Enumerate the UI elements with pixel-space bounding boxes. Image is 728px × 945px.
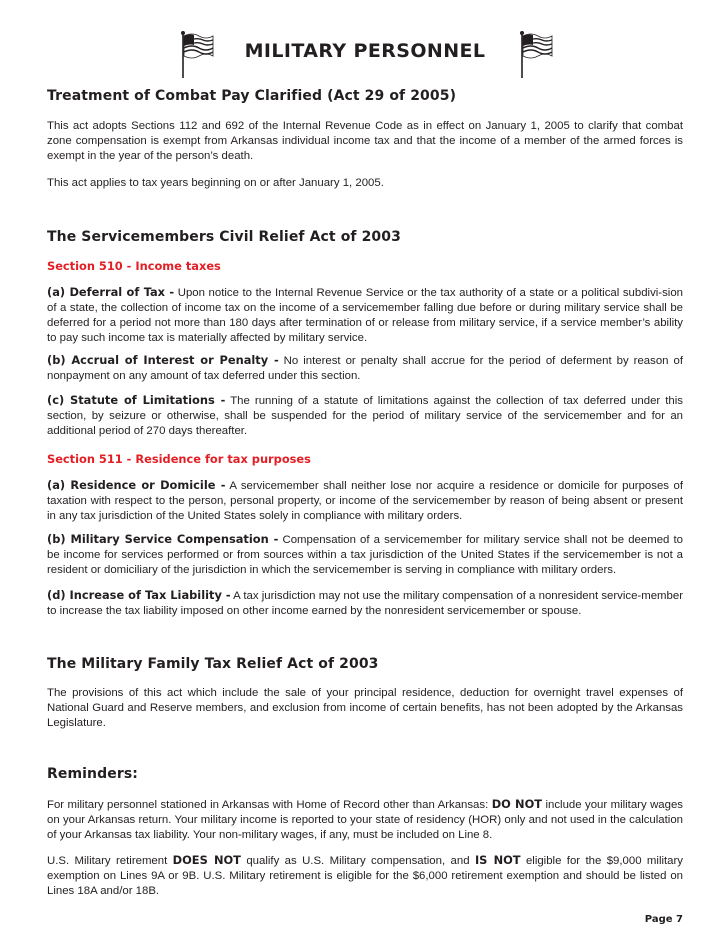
section-510-heading: Section 510 - Income taxes bbox=[47, 259, 221, 273]
combat-pay-paragraph: This act adopts Sections 112 and 692 of the Internal Revenue Code as in effect on January 1, 2005 to clarify that combat zone compensation is exempt from Arkansas individual income tax and that the income of a member of the armed forces is exempt in the year of the person’s death. bbox=[47, 120, 683, 162]
reminder-military-retirement: U.S. Military retirement DOES NOT qualify as U.S. Military compensation, and IS NOT eligible for the $9,000 military exemption on Lines 9A or 9B. U.S. Military retirement is eligible for the $6,000 retirement exemption and should be listed on Lines 18A and/or 18B. bbox=[47, 853, 683, 897]
statute-paragraph: (c) Statute of Limitations - The running of a statute of limitations against the collection of tax deferred under this section, by seizure or otherwise, shall be suspended for the period of military service of the servicemember and for an additional period of 270 days thereafter. bbox=[47, 393, 683, 437]
statute-lead: (c) Statute of Limitations - bbox=[47, 393, 226, 407]
accrual-lead: (b) Accrual of Interest or Penalty - bbox=[47, 353, 279, 367]
combat-pay-heading: Treatment of Combat Pay Clarified (Act 29 of 2005) bbox=[47, 88, 457, 104]
mftra-heading: The Military Family Tax Relief Act of 2003 bbox=[47, 656, 379, 672]
scra-heading: The Servicemembers Civil Relief Act of 2003 bbox=[47, 229, 401, 245]
reminder-military-wages: For military personnel stationed in Arkansas with Home of Record other than Arkansas: DO NOT include your military wages on your Arkansas return. Your military income is reported to your state of residency (HOR) only and not used in the calculation of your Arkansas tax liability. Your non-military wages, if any, must be included on Line 8. bbox=[47, 797, 684, 841]
tax-liability-lead: (d) Increase of Tax Liability - bbox=[47, 588, 231, 602]
document-page bbox=[47, 0, 684, 925]
residence-paragraph: (a) Residence or Domicile - A servicemember shall neither lose nor acquire a residence or domicile for purposes of taxation with respect to the person, personal property, or income of the servicemember by reason of being absent or present in any tax jurisdiction of the United States solely in compliance with military orders. bbox=[47, 478, 683, 522]
deferral-of-tax-lead: (a) Deferral of Tax - bbox=[47, 285, 175, 299]
section-511-heading: Section 511 - Residence for tax purposes bbox=[47, 452, 311, 466]
us-flag-icon bbox=[519, 30, 553, 80]
reminders-heading: Reminders: bbox=[47, 766, 138, 782]
compensation-lead: (b) Military Service Compensation - bbox=[47, 532, 279, 546]
page-title: MILITARY PERSONNEL bbox=[244, 40, 486, 62]
residence-lead: (a) Residence or Domicile - bbox=[47, 478, 226, 492]
compensation-paragraph: (b) Military Service Compensation - Compensation of a servicemember for military service shall not be deemed to be income for services performed or from sources within a tax jurisdiction of the United States if the servicemember is not a resident or domiciliary of the jurisdiction in which the servicemember is serving in compliance with military orders. bbox=[47, 532, 683, 576]
deferral-of-tax-paragraph: (a) Deferral of Tax - Upon notice to the Internal Revenue Service or the tax authority of a state or a political subdivi-sion of a state, the collection of income tax on the income of a servicemember falling due before or during military service shall be deferred for a period not more than 180 days after termination of or release from military service, if a service member’s ability to pay such income tax is materially affected by military service. bbox=[47, 285, 683, 344]
page-number: Page 7 bbox=[644, 914, 683, 925]
combat-pay-applies-paragraph: This act applies to tax years beginning on or after January 1, 2005. bbox=[47, 177, 384, 189]
page-header bbox=[47, 0, 683, 80]
mftra-paragraph: The provisions of this act which include the sale of your principal residence, deduction for overnight travel expenses of National Guard and Reserve members, and exclusion from income of certain benefits, has not been adopted by the Arkansas Legislature. bbox=[47, 687, 683, 729]
tax-liability-paragraph: (d) Increase of Tax Liability - A tax jurisdiction may not use the military compensation of a nonresident service-member to increase the tax liability imposed on other income earned by the nonresident servicemember or spouse. bbox=[47, 588, 683, 617]
accrual-paragraph: (b) Accrual of Interest or Penalty - No interest or penalty shall accrue for the period of deferment by reason of nonpayment on any amount of tax deferred under this section. bbox=[47, 353, 683, 382]
